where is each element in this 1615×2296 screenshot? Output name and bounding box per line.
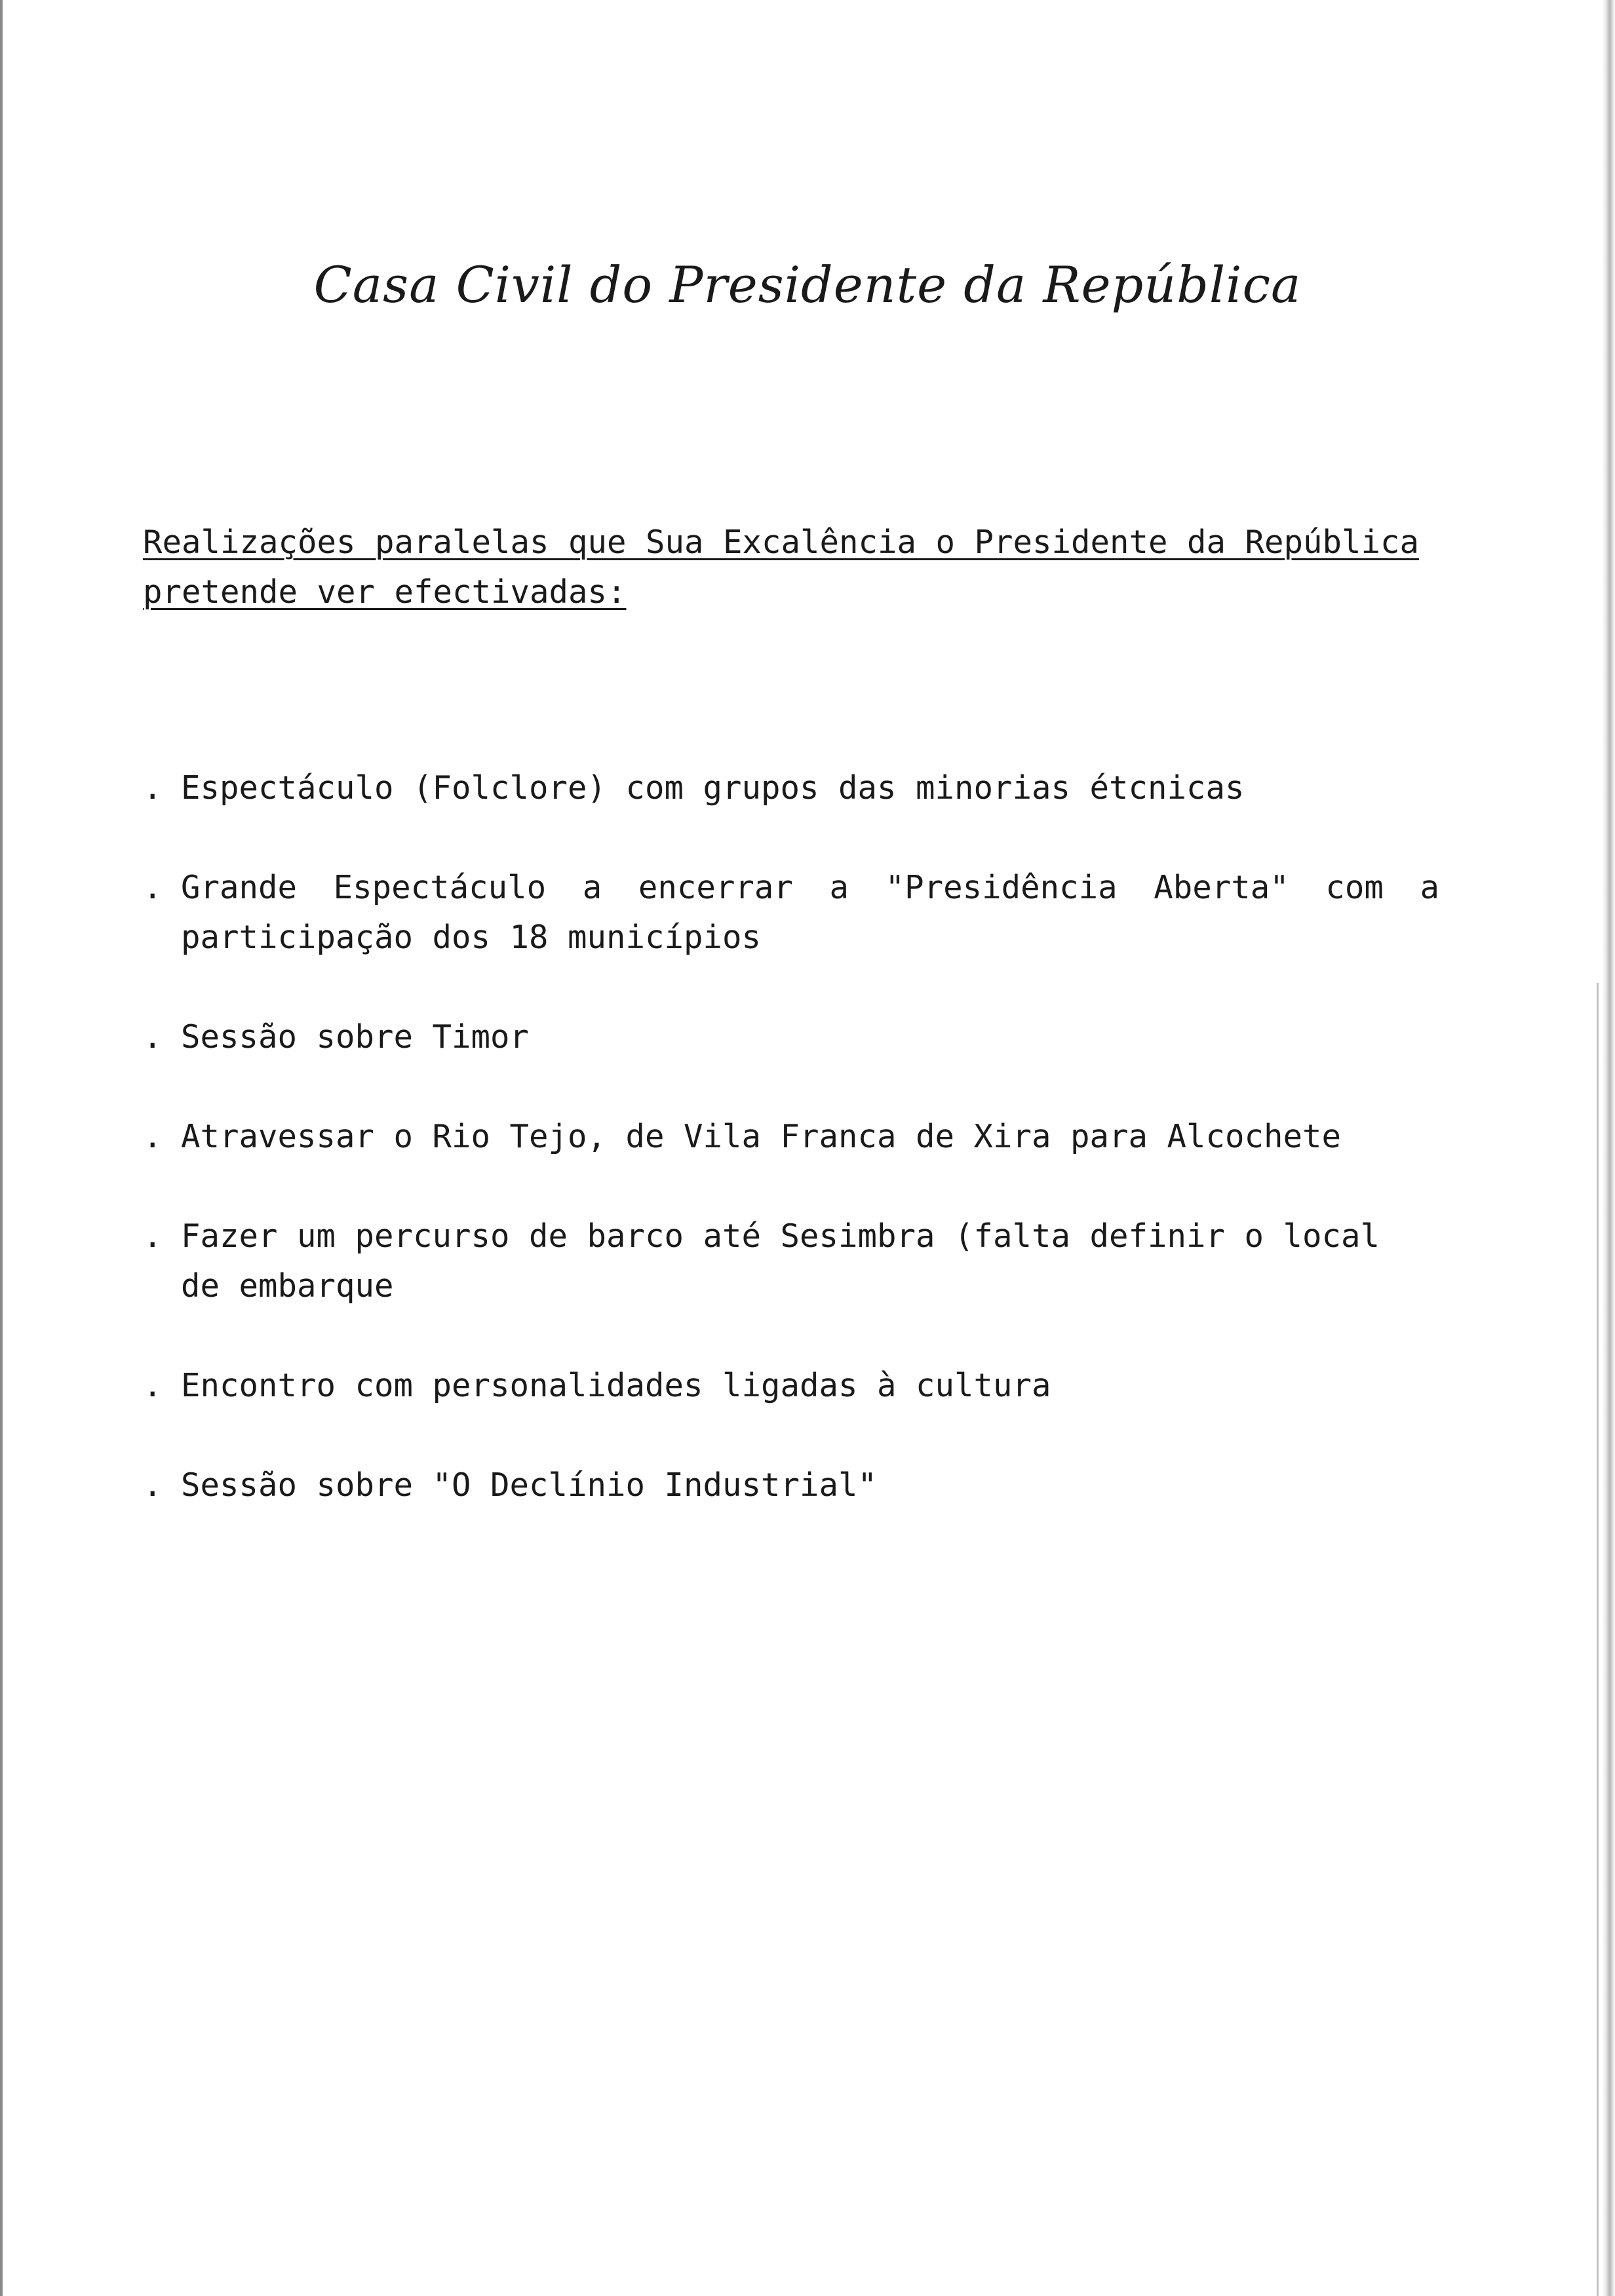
heading-line-2: pretende ver efectivadas: xyxy=(143,573,627,611)
list-item xyxy=(143,1112,1439,1162)
list-bullet: . xyxy=(143,1367,163,1404)
list-bullet: . xyxy=(143,1118,163,1155)
list-item xyxy=(143,863,1439,963)
scan-left-edge xyxy=(0,0,3,2296)
list-item-text: Encontro com personalidades ligadas à cultura xyxy=(181,1367,1051,1404)
list-item xyxy=(143,763,1439,813)
list-item-text-line-1: Fazer um percurso de barco até Sesimbra (falta definir o local xyxy=(181,1217,1380,1255)
activities-list xyxy=(143,763,1454,1560)
list-item xyxy=(143,1012,1439,1062)
list-bullet: . xyxy=(143,1466,163,1504)
list-bullet: . xyxy=(143,1018,163,1056)
list-item-text-line-2: de embarque xyxy=(181,1267,394,1305)
list-bullet: . xyxy=(143,869,163,906)
list-item xyxy=(143,1461,1439,1510)
list-item-text: Espectáculo (Folclore) com grupos das minorias étcnicas xyxy=(181,769,1245,807)
document-heading xyxy=(143,518,1454,617)
list-item-text-line-2: participação dos 18 municípios xyxy=(181,919,762,956)
scan-right-edge xyxy=(1602,0,1615,2296)
letterhead: Casa Civil do Presidente da República xyxy=(313,256,1302,314)
list-item xyxy=(143,1361,1439,1411)
list-bullet: . xyxy=(143,1217,163,1255)
list-bullet: . xyxy=(143,769,163,807)
list-item-text-line-1: Grande Espectáculo a encerrar a "Presidência Aberta" com a xyxy=(181,869,1439,906)
list-item-text: Sessão sobre Timor xyxy=(181,1018,530,1056)
list-item-text: Sessão sobre "O Declínio Industrial" xyxy=(181,1466,878,1504)
heading-line-1: Realizações paralelas que Sua Excalência o Presidente da República xyxy=(143,524,1420,561)
list-item xyxy=(143,1212,1439,1311)
scan-right-shadow xyxy=(1597,983,1599,2296)
list-item-text: Atravessar o Rio Tejo, de Vila Franca de Xira para Alcochete xyxy=(181,1118,1342,1155)
